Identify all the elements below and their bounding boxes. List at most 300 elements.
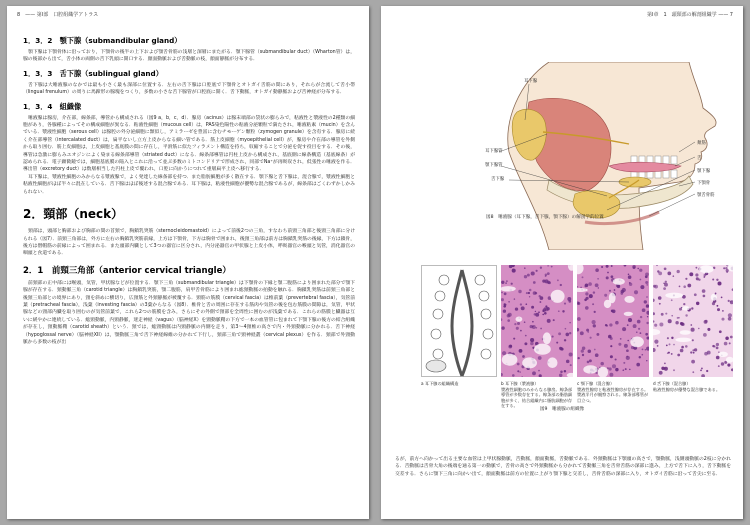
cell-nucleus: [594, 349, 596, 351]
lumen-space: [522, 357, 537, 368]
cell-nucleus: [654, 324, 657, 327]
lumen-space: [630, 337, 644, 348]
cell-nucleus: [593, 324, 596, 327]
cell-nucleus: [547, 265, 548, 266]
cell-nucleus: [671, 299, 673, 301]
cell-nucleus: [642, 354, 644, 356]
cell-nucleus: [647, 316, 648, 317]
cell-nucleus: [626, 356, 628, 358]
cell-nucleus: [540, 296, 544, 300]
caption-b-text: 漿液性細胞のみからなる腺房。線条部導管が多数存在する。線条部の脂肪細胞が多く、結合組織内に脂肪細胞が存在する。: [501, 386, 573, 409]
cell-nucleus: [504, 303, 506, 305]
cell-nucleus: [664, 363, 666, 365]
cell-nucleus: [639, 356, 641, 358]
lumen-space: [516, 317, 523, 322]
caption-a: [421, 381, 493, 387]
cell-nucleus: [683, 303, 685, 305]
cell-nucleus: [698, 328, 699, 329]
caption-b: [501, 381, 573, 409]
cell-nucleus: [664, 267, 667, 270]
cell-nucleus: [588, 282, 592, 286]
cell-nucleus: [507, 314, 511, 318]
cell-nucleus: [588, 349, 592, 353]
cell-nucleus: [609, 373, 613, 377]
heading-histology: 1．3．4 組織像: [23, 101, 82, 111]
cell-nucleus: [618, 343, 621, 346]
cell-nucleus: [544, 312, 547, 315]
cell-nucleus: [695, 267, 697, 269]
cell-nucleus: [632, 265, 636, 269]
cell-nucleus: [629, 283, 632, 286]
cell-nucleus: [691, 360, 695, 364]
cell-nucleus: [657, 345, 659, 347]
cell-nucleus: [622, 288, 626, 292]
lumen-space: [604, 300, 611, 308]
cell-nucleus: [585, 292, 588, 295]
cell-nucleus: [609, 323, 612, 326]
cell-nucleus: [658, 272, 662, 276]
cell-nucleus: [617, 285, 620, 288]
cell-nucleus: [578, 302, 580, 304]
lumen-space: [665, 293, 683, 299]
cell-nucleus: [530, 342, 534, 346]
cell-nucleus: [669, 343, 671, 345]
cell-nucleus: [724, 342, 728, 346]
cell-nucleus: [536, 270, 538, 272]
cell-nucleus: [530, 338, 534, 342]
cell-nucleus: [524, 267, 526, 269]
lumen-space: [543, 332, 551, 344]
cell-nucleus: [501, 326, 504, 329]
cell-nucleus: [691, 328, 695, 332]
cell-nucleus: [646, 284, 648, 286]
cell-nucleus: [596, 333, 599, 336]
cell-nucleus: [524, 321, 526, 323]
cell-nucleus: [545, 308, 549, 312]
cell-nucleus: [566, 360, 570, 364]
lumen-space: [680, 330, 691, 335]
duct-schematic-illustration: [422, 266, 498, 378]
cell-nucleus: [716, 305, 718, 307]
he-micrograph-b: [501, 265, 573, 377]
heading-anterior-triangle: 2．1 前頸三角部（anterior cervical triangle）: [23, 265, 231, 276]
cell-nucleus: [693, 352, 695, 354]
cell-nucleus: [730, 336, 733, 339]
cell-nucleus: [608, 367, 611, 370]
cell-nucleus: [595, 283, 599, 287]
cell-nucleus: [519, 371, 520, 372]
cell-nucleus: [578, 357, 580, 359]
cell-nucleus: [671, 353, 673, 355]
cell-nucleus: [671, 337, 673, 339]
cell-nucleus: [716, 347, 719, 350]
cell-nucleus: [501, 292, 503, 294]
salivary-gland-anatomy-figure: [489, 62, 721, 250]
cell-nucleus: [677, 354, 680, 357]
cell-nucleus: [539, 301, 541, 303]
cell-nucleus: [664, 283, 668, 287]
lumen-space: [711, 294, 717, 301]
cell-nucleus: [622, 369, 624, 371]
lumen-space: [502, 354, 518, 366]
cell-nucleus: [517, 322, 520, 325]
cell-nucleus: [663, 287, 666, 290]
cell-nucleus: [533, 291, 537, 295]
caption-b-letter: b: [501, 381, 504, 386]
cell-nucleus: [687, 284, 691, 288]
cell-nucleus: [625, 368, 627, 370]
cell-nucleus: [723, 267, 725, 269]
label-buccinator: 頬筋: [697, 141, 706, 146]
para-anterior-triangle: 前頸部の正中部には喉頭，気管，甲状腺などが位置する．顎下三角（submandibular triangle）は下顎骨の下縁と顎二腹筋により囲まれた部分で顎下腺が存在する．頸動脈三角（carotid triangle）は胸鎖乳突筋，顎二腹筋，肩甲舌骨筋により囲まれ総頸動脈の拍動を触れる．胸鎖乳突筋は前頸三角部と後頸三角部との境界にあり，頸を斜めに横切り，広頸筋と外頸静脈が被覆する．頸筋の筋膜（cervical fascia）は椎前葉（prevertebral fascia），気管前葉（pretracheal fascia），浅葉（investing fascia）の3葉からなる（図8）．椎骨と舌の周囲に存在する筋肉や気管の後を包む筋膜の間隙は，気管，甲状腺などの頸部内臓を取り囲むのが気管前葉で，これら2つの筋膜を含み，さらにその外側で頸部を全周性に囲むのが浅葉である．これらの筋膜と臓器は互いに緩やかに連続している．総頸動脈，内頸静脈，迷走神経（vagus）（脳神経X）を頸動脈鞘の下方で一本の血管管に包まれて下顎下腺の後方の結合組織が存在し，頸動脈鞘（carotid sheath）という．頸では，総頸動脈は内頸静脈の内側を走り，第3〜4頸椎の高さで内・外頸動脈に分かれる．舌下神経（hypoglossal nerve）（脳神経XII）は，顎動脈三角で舌下神経線維の分かれて下行し，頸部三角で頸神経叢（cervical plexus）を作る．頸部で外頸動脈から多数の枝が出: [23, 280, 355, 345]
cell-nucleus: [665, 313, 667, 315]
cell-nucleus: [514, 323, 516, 325]
cell-nucleus: [582, 346, 585, 349]
cell-nucleus: [728, 313, 732, 317]
cell-nucleus: [624, 344, 628, 348]
cell-nucleus: [718, 365, 720, 367]
cell-nucleus: [527, 274, 530, 277]
cell-nucleus: [594, 311, 596, 313]
he-micrograph-c: [577, 265, 649, 377]
caption-c-letter: c: [577, 381, 580, 386]
cell-nucleus: [640, 279, 642, 281]
cell-nucleus: [525, 303, 527, 305]
cell-nucleus: [507, 319, 510, 322]
cell-nucleus: [645, 281, 648, 284]
cell-nucleus: [520, 303, 522, 305]
cell-nucleus: [678, 317, 680, 319]
lumen-space: [551, 290, 565, 303]
cell-nucleus: [681, 346, 684, 349]
cell-nucleus: [605, 324, 607, 326]
cell-nucleus: [590, 337, 592, 339]
cell-nucleus: [581, 349, 584, 352]
cell-nucleus: [545, 275, 547, 277]
cell-nucleus: [679, 286, 681, 288]
cell-nucleus: [646, 360, 647, 361]
caption-d-title: 舌下腺（混合腺）: [657, 381, 691, 386]
cell-nucleus: [533, 281, 536, 284]
cell-nucleus: [667, 337, 669, 339]
cell-nucleus: [560, 284, 562, 286]
cell-nucleus: [609, 290, 611, 292]
cell-nucleus: [717, 281, 721, 285]
cell-nucleus: [628, 275, 632, 279]
cell-nucleus: [513, 338, 515, 340]
cell-nucleus: [633, 324, 637, 328]
cell-nucleus: [595, 353, 599, 357]
cell-nucleus: [569, 332, 571, 334]
left-text-area: [23, 36, 355, 351]
cell-nucleus: [542, 314, 544, 316]
cell-nucleus: [694, 293, 697, 296]
cell-nucleus: [640, 285, 644, 289]
cell-nucleus: [518, 290, 521, 293]
cell-nucleus: [636, 363, 640, 367]
cell-nucleus: [716, 343, 719, 346]
para-histology-1: 唾液腺は腺房，介在部，線条部，導管から構成される（図9 a，b，c，d）．腺房（acinus）は腺末端部の袋状の膨らみで，粘液性と漿液性の2種類の細胞があり，各腺種によってその構成細胞が異なる．粘液性細胞（mucous cell）は，PAS染色陽性の粘液分泌顆粒で満たされ，唾液粘素（mucin）を含んでいる．漿液性細胞（serous cell）は腺腔の外分泌細胞に類似し，アミラーゼを豊富に含むチモーゲン顆粒（zymogen granule）を含有する．腺房に続く介在部導管（intercalated duct）は，扁平ないし立方上皮からなる細い管である．筋上皮細胞（myoepithelial cell）が，腺房や介在部の導管を外側から取り囲む．筋上皮細胞は，上皮細胞と基底膜の間に存在し，平滑筋に似たフィラメント構造を持ち，収縮することで分泌を促す役目をする．その後，導管は急激に膨らみエオジンによく染まる線条部導管（striated duct）になる．線条部導管は円柱上皮から構成され，基底側に線条構造（基底線条）が認められる．電子顕微鏡では，細胞基底膜の陥入とこれに沿って並ぶ多数のミトコンドリアで形成され，同部でNa⁺が再吸収され，低張性の唾液を作る．導出管（excretory duct）は数層相当した円柱上皮で覆われ，口腔に向かうにつれて重層扁平上皮へ移行する．: [23, 115, 355, 173]
cell-nucleus: [691, 307, 693, 309]
cell-nucleus: [553, 319, 555, 321]
cell-nucleus: [559, 347, 562, 350]
cell-nucleus: [506, 280, 508, 282]
lumen-space: [675, 338, 691, 342]
cell-nucleus: [608, 335, 612, 339]
cell-nucleus: [547, 272, 550, 275]
cell-nucleus: [604, 294, 607, 297]
running-head-left: 8 —— 第Ⅰ部 口腔組織学アトラス: [17, 12, 99, 18]
cell-nucleus: [565, 333, 569, 337]
cell-nucleus: [582, 276, 584, 278]
cell-nucleus: [645, 275, 648, 278]
cell-nucleus: [680, 349, 684, 353]
cell-nucleus: [587, 361, 590, 364]
cell-nucleus: [664, 367, 666, 369]
cell-nucleus: [646, 296, 648, 298]
cell-nucleus: [511, 283, 513, 285]
caption-c-title: 顎下腺（混合腺）: [580, 381, 615, 386]
cell-nucleus: [690, 324, 692, 326]
cell-nucleus: [726, 269, 729, 272]
cell-nucleus: [504, 292, 507, 295]
lumen-space: [624, 296, 634, 303]
panel-d-sublingual-micrograph: [653, 265, 733, 377]
cell-nucleus: [681, 322, 684, 325]
cell-nucleus: [685, 278, 687, 280]
cell-nucleus: [540, 328, 542, 330]
cell-nucleus: [719, 330, 722, 333]
cell-nucleus: [526, 292, 528, 294]
cell-nucleus: [559, 374, 563, 377]
cell-nucleus: [556, 342, 558, 344]
cell-nucleus: [666, 345, 668, 347]
cell-nucleus: [637, 320, 641, 324]
figure-9: [421, 265, 733, 377]
cell-nucleus: [532, 371, 536, 375]
cell-nucleus: [508, 301, 510, 303]
cell-nucleus: [628, 318, 632, 322]
cell-nucleus: [606, 276, 609, 279]
cell-nucleus: [717, 308, 720, 311]
cell-nucleus: [692, 371, 694, 373]
cell-nucleus: [685, 345, 688, 348]
cell-nucleus: [727, 364, 730, 367]
cell-nucleus: [589, 359, 592, 362]
cell-nucleus: [611, 265, 613, 267]
heading-submandibular-gland: 1．3．2 顎下腺（submandibular gland）: [23, 36, 182, 45]
panel-b-parotid-micrograph: [501, 265, 573, 377]
cell-nucleus: [659, 322, 663, 326]
cell-nucleus: [637, 268, 638, 269]
cell-nucleus: [540, 267, 542, 269]
cell-nucleus: [517, 370, 519, 372]
cell-nucleus: [580, 331, 584, 335]
cell-nucleus: [538, 356, 542, 360]
cell-nucleus: [564, 339, 566, 341]
caption-a-title: 耳下腺の組織構造: [424, 381, 459, 386]
cell-nucleus: [645, 333, 648, 336]
cell-nucleus: [545, 279, 549, 283]
cell-nucleus: [569, 353, 573, 357]
label-tongue: 舌: [697, 156, 702, 161]
cell-nucleus: [598, 287, 599, 288]
cell-nucleus: [640, 316, 642, 318]
cell-nucleus: [607, 272, 609, 274]
cell-nucleus: [721, 362, 724, 365]
cell-nucleus: [565, 328, 567, 330]
cell-nucleus: [692, 349, 694, 351]
cell-nucleus: [532, 326, 533, 327]
cell-nucleus: [601, 266, 603, 268]
cell-nucleus: [611, 310, 614, 313]
para-sublingual-gland: 舌下腺は大唾液腺のなかでは最も小さく最も深部に位置する．左右の舌下腺は口腔底で下顎骨とオトガイ舌筋の間にあり，それらが合流して舌小帯（lingual frenulum）の周りに馬蹄形の腺塊をつくり，多数の小さな舌下腺管が口腔底に開く．舌下動脈，オトガイ動静脈および舌神経が分布する．: [23, 82, 355, 96]
cell-nucleus: [586, 329, 589, 332]
cell-nucleus: [620, 338, 622, 340]
cell-nucleus: [677, 270, 680, 273]
cell-nucleus: [531, 306, 534, 309]
lumen-space: [719, 352, 728, 357]
cell-nucleus: [636, 332, 637, 333]
cell-nucleus: [695, 273, 698, 276]
lumen-space: [583, 365, 597, 373]
cell-nucleus: [532, 321, 534, 323]
caption-c-text: 漿液性腺房と粘液性腺房が存在する。漿液半月が観察される。線条部導管が目立つ。: [577, 386, 649, 403]
caption-d-text: 粘液性腺房が優勢な混合腺である。: [653, 386, 721, 392]
cell-nucleus: [644, 300, 647, 303]
cell-nucleus: [728, 300, 730, 302]
cell-nucleus: [692, 339, 694, 341]
caption-d-letter: d: [653, 381, 656, 386]
cell-nucleus: [615, 321, 619, 325]
cell-nucleus: [514, 298, 515, 299]
cell-nucleus: [557, 279, 559, 281]
cell-nucleus: [560, 371, 563, 374]
cell-nucleus: [558, 310, 560, 312]
he-micrograph-d: [653, 265, 733, 377]
right-body-text: [395, 456, 731, 478]
lumen-space: [699, 265, 714, 273]
cell-nucleus: [615, 368, 618, 371]
cell-nucleus: [729, 342, 731, 344]
cell-nucleus: [545, 305, 547, 307]
cell-nucleus: [642, 349, 644, 351]
cell-nucleus: [529, 289, 532, 292]
cell-nucleus: [593, 291, 595, 293]
cell-nucleus: [592, 320, 596, 324]
cell-nucleus: [707, 328, 710, 331]
cell-nucleus: [706, 370, 708, 372]
cell-nucleus: [700, 370, 702, 372]
cell-nucleus: [600, 362, 604, 366]
lumen-space: [547, 357, 557, 368]
heading-sublingual-gland: 1．3．3 舌下腺（sublingual gland）: [23, 68, 163, 78]
cell-nucleus: [689, 272, 693, 276]
cell-nucleus: [547, 319, 551, 323]
panel-c-submandibular-micrograph: [577, 265, 649, 377]
cell-nucleus: [538, 370, 540, 372]
cell-nucleus: [627, 340, 629, 342]
cell-nucleus: [517, 363, 520, 366]
left-page: [7, 6, 369, 519]
label-parotid-gland: 耳下腺: [524, 79, 538, 84]
cell-nucleus: [512, 268, 514, 270]
para-right-body: るが，前方へ向かって出る主要な血管は上甲状腺動脈，舌動脈，顔面動脈，舌動脈である．外頸動脈は下顎頭の高さで，顎動脈，浅側頭動脈の2枝に分かれる．舌動脈は舌骨大角の後端を通る第一の動脈で，舌骨の高さで外頸動脈から分かれて舌動脈三角を舌骨舌筋の深部に進み，上方で舌下に入り，舌下動脈を交差する．さらに顎下三角に向かい出て，顔面動脈は前方の位置に上がり顎下腺と交差し，舌骨舌筋の深部に入り，オトガイ舌筋に沿って舌尖に至る．: [395, 457, 731, 477]
cell-nucleus: [716, 356, 720, 360]
para-submandibular-gland: 顎下腺は下顎骨体に沿っており，下顎骨の後半の上下および顎舌骨筋の浅層と深層にまたがる．顎下腺管（submandibular duct）（Wharton管）は，腺の後部から出て，舌小体の両側の舌下乳頭に開口する．顔面動脈および舌動脈の枝，顔面静脈が分布する．: [23, 50, 355, 63]
cell-nucleus: [516, 327, 519, 330]
lumen-space: [624, 312, 633, 316]
cell-nucleus: [562, 310, 564, 312]
cell-nucleus: [623, 362, 625, 364]
cell-nucleus: [675, 321, 678, 324]
cell-nucleus: [683, 285, 686, 288]
cell-nucleus: [558, 332, 561, 335]
lumen-space: [534, 344, 551, 355]
cell-nucleus: [626, 349, 629, 352]
cell-nucleus: [659, 303, 661, 305]
cell-nucleus: [702, 289, 706, 293]
cell-nucleus: [696, 277, 699, 280]
cell-nucleus: [610, 345, 612, 347]
caption-a-letter: a: [421, 381, 424, 386]
cell-nucleus: [528, 292, 530, 294]
heading-neck: 2．頸部（neck）: [23, 207, 124, 222]
cell-nucleus: [529, 296, 530, 297]
cell-nucleus: [538, 311, 540, 313]
cell-nucleus: [515, 307, 518, 310]
cell-nucleus: [730, 301, 732, 303]
cell-nucleus: [615, 358, 617, 360]
cell-nucleus: [638, 328, 640, 330]
cell-nucleus: [582, 354, 584, 356]
cell-nucleus: [667, 272, 671, 276]
para-histology-2: 耳下腺は，漿液性細胞のみからなる漿液腺で，よく発達した線条部を持つ．また脂肪細胞が多く散在する．顎下腺と舌下腺は，混合腺で，漿液性細胞と粘液性細胞がほぼ半々に混在している．舌下腺はほぼ後述する混合腺である．耳下腺は，粘液性細胞が優勢な混合腺であるが，線条部はごくわずかしかみられない．: [23, 174, 355, 195]
cell-nucleus: [634, 290, 638, 294]
cell-nucleus: [585, 284, 589, 288]
caption-d: [653, 381, 733, 392]
right-page: [381, 6, 743, 519]
label-sublingual-gland: 舌下腺: [491, 177, 505, 182]
cell-nucleus: [586, 297, 589, 300]
cell-nucleus: [524, 275, 527, 278]
cell-nucleus: [654, 340, 658, 344]
cell-nucleus: [721, 297, 723, 299]
cell-nucleus: [595, 268, 599, 272]
cell-nucleus: [522, 355, 525, 358]
cell-nucleus: [716, 279, 718, 281]
cell-nucleus: [520, 330, 522, 332]
cell-nucleus: [703, 333, 707, 337]
cell-nucleus: [512, 374, 515, 377]
cell-nucleus: [564, 303, 566, 305]
cell-nucleus: [535, 311, 536, 312]
cell-nucleus: [577, 317, 581, 321]
cell-nucleus: [569, 322, 571, 324]
cell-nucleus: [673, 369, 675, 371]
cell-nucleus: [585, 306, 589, 310]
cell-nucleus: [570, 364, 572, 366]
cell-nucleus: [701, 367, 703, 369]
label-mylohyoid: 顎舌骨筋: [697, 193, 715, 198]
cell-nucleus: [614, 289, 616, 291]
cell-nucleus: [505, 282, 507, 284]
cell-nucleus: [503, 310, 506, 313]
cell-nucleus: [712, 345, 714, 347]
running-head-right: 第Ⅰ章 1 頭頸部の解剖組織学 —— 7: [646, 12, 733, 18]
caption-c: [577, 381, 649, 403]
cell-nucleus: [552, 336, 554, 338]
